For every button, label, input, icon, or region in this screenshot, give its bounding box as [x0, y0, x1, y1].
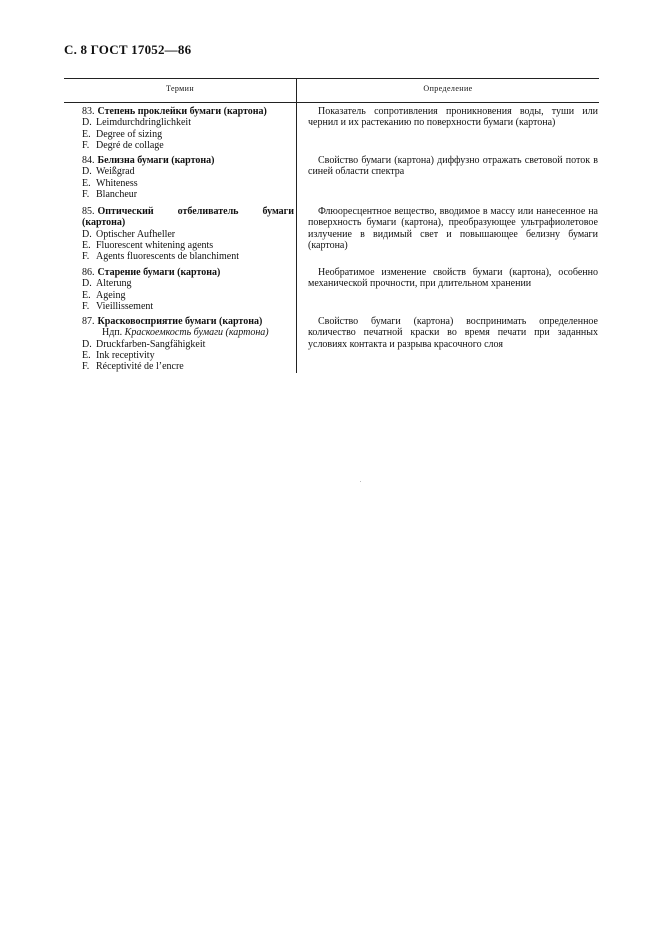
- term-cell: [82, 316, 294, 372]
- term-name: Белизна бумаги (картона): [97, 155, 215, 166]
- equivalent-fr: F. Vieillissement: [82, 300, 154, 312]
- column-divider: [296, 78, 297, 373]
- equivalent-fr: F. Réceptivité de l’encre: [82, 361, 184, 373]
- term-name: Оптический отбеливатель бумаги (картона): [82, 206, 294, 229]
- deprecated-prefix: Ндп.: [102, 327, 123, 339]
- equivalent-en: E. Fluorescent whitening agents: [82, 239, 214, 251]
- term-name: Старение бумаги (картона): [97, 267, 221, 278]
- definition-cell: Флюоресцентное вещество, вводимое в массу или нанесенное на поверхность бумаги (картона), преобразующее ультрафиолетовое излучение в видимый свет и повышающее белизну бумаги (картона): [308, 206, 598, 251]
- equivalent-en: E. Whiteness: [82, 177, 138, 189]
- definition-cell: Свойство бумаги (картона) воспринимать определенное количество печатной краски во время печати при заданных условиях контакта и разрыва красочного слоя: [308, 316, 598, 350]
- column-header-term: Термин: [165, 84, 195, 93]
- term-title: [82, 206, 294, 229]
- scan-speck: [360, 481, 361, 482]
- table-top-rule: [64, 78, 599, 79]
- term-number: 83.: [82, 106, 95, 117]
- column-header-definition: Определение: [423, 84, 473, 93]
- equivalent-de: D. Weißgrad: [82, 166, 135, 178]
- term-number: 84.: [82, 155, 95, 166]
- term-cell: [82, 206, 294, 262]
- term-cell: [82, 106, 294, 151]
- definition-cell: Свойство бумаги (картона) диффузно отражать световой поток в синей области спектра: [308, 155, 598, 178]
- term-cell: [82, 155, 294, 200]
- term-name: Степень проклейки бумаги (картона): [97, 106, 267, 117]
- term-title: [82, 267, 294, 278]
- definition-cell: Необратимое изменение свойств бумаги (картона), особенно механической прочности, при длительном хранении: [308, 267, 598, 290]
- term-number: 87.: [82, 316, 95, 327]
- term-number: 86.: [82, 267, 95, 278]
- term-number: 85.: [82, 206, 95, 217]
- equivalent-de: D. Leimdurchdringlichkeit: [82, 117, 191, 129]
- table-header-rule: [64, 102, 599, 103]
- deprecated-term-text: Краскоемкость бумаги (картона): [124, 327, 269, 339]
- equivalent-en: E. Ageing: [82, 289, 126, 301]
- term-title: [82, 316, 294, 327]
- equivalent-fr: F. Agents fluorescents de blanchiment: [82, 251, 240, 263]
- term-name: Красковосприятие бумаги (картона): [97, 316, 263, 327]
- term-title: [82, 155, 294, 166]
- equivalent-en: E. Ink receptivity: [82, 349, 155, 361]
- page-header: С. 8 ГОСТ 17052—86: [64, 42, 192, 57]
- term-title: [82, 106, 294, 117]
- deprecated-term: [82, 327, 294, 338]
- definition-cell: Показатель сопротивления проникновения воды, туши или чернил и их растеканию по поверхности бумаги (картона): [308, 106, 598, 129]
- equivalent-de: D. Optischer Aufheller: [82, 228, 176, 240]
- equivalent-en: E. Degree of sizing: [82, 128, 163, 140]
- equivalent-fr: F. Blancheur: [82, 188, 138, 200]
- equivalent-de: D. Alterung: [82, 278, 132, 290]
- equivalent-fr: F. Degré de collage: [82, 139, 164, 151]
- term-cell: [82, 267, 294, 312]
- equivalent-de: D. Druckfarben-Sangfähigkeit: [82, 338, 206, 350]
